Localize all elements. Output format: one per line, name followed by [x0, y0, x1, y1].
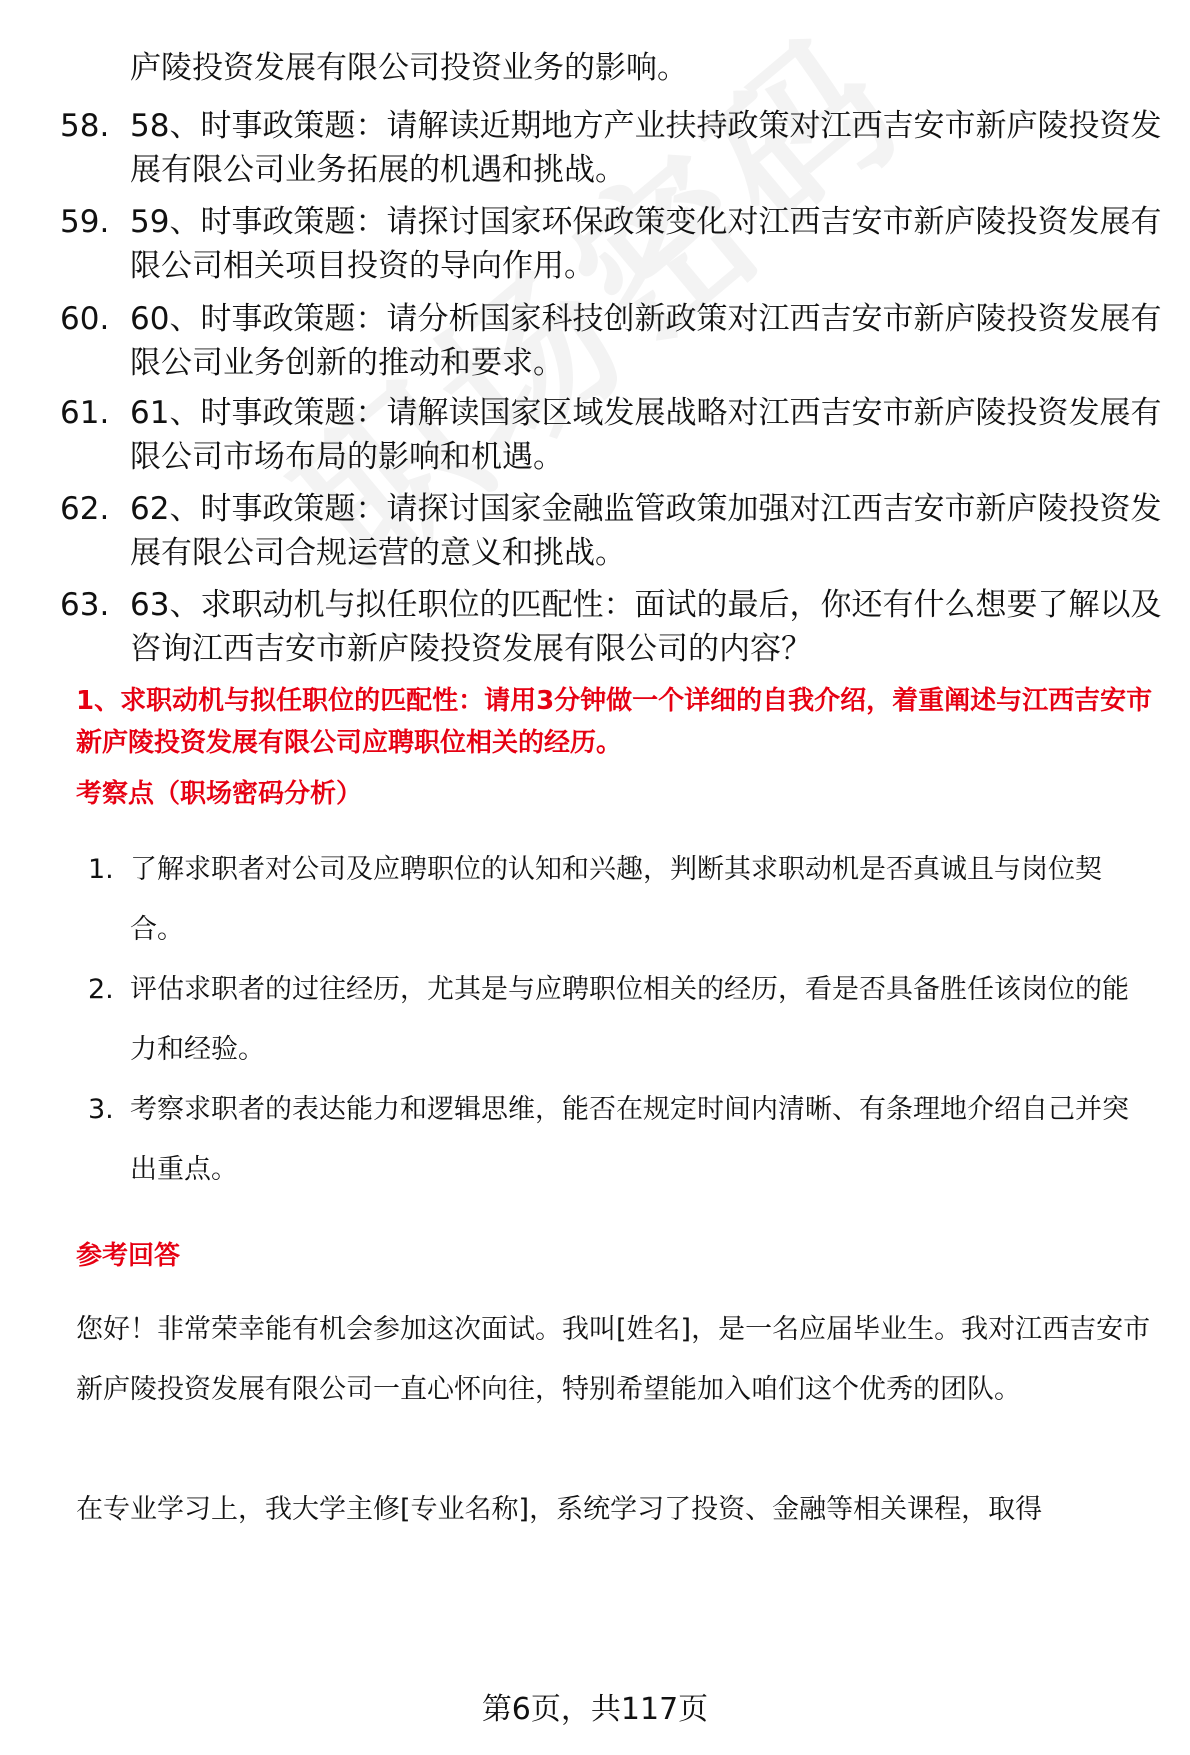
answer-paragraph: 您好！非常荣幸能有机会参加这次面试。我叫[姓名]，是一名应届毕业生。我对江西吉安市新庐陵投资发展有限公司一直心怀向往，特别希望能加入咱们这个优秀的团队。: [76, 1314, 1151, 1405]
kaochadian-text: 考察求职者的表达能力和逻辑思维，能否在规定时间内清晰、有条理地介绍自己并突出重点。: [130, 1094, 1129, 1185]
question-text: 61、时事政策题：请解读国家区域发展战略对江西吉安市新庐陵投资发展有限公司市场布局的影响和机遇。: [130, 395, 1162, 475]
kaochadian-title: 考察点（职场密码分析）: [76, 779, 363, 809]
question-text: 59、时事政策题：请探讨国家环保政策变化对江西吉安市新庐陵投资发展有限公司相关项目投资的导向作用。: [130, 204, 1162, 284]
question-number: 60.: [60, 301, 110, 337]
question-number: 58.: [60, 108, 110, 144]
question-text: 58、时事政策题：请解读近期地方产业扶持政策对江西吉安市新庐陵投资发展有限公司业务拓展的机遇和挑战。: [130, 108, 1162, 188]
reference-title: 参考回答: [76, 1241, 181, 1271]
kaochadian-text: 评估求职者的过往经历，尤其是与应聘职位相关的经历，看是否具备胜任该岗位的能力和经验。: [130, 974, 1129, 1065]
question-text: 63、求职动机与拟任职位的匹配性：面试的最后，你还有什么想要了解以及咨询江西吉安市新庐陵投资发展有限公司的内容？: [130, 587, 1162, 667]
question-number: 59.: [60, 204, 110, 240]
answer-paragraph: 在专业学习上，我大学主修[专业名称]，系统学习了投资、金融等相关课程，取得: [76, 1494, 1043, 1525]
kaochadian-number: 2.: [88, 974, 114, 1005]
kaochadian-number: 3.: [88, 1094, 114, 1125]
question-continuation-text: 庐陵投资发展有限公司投资业务的影响。: [130, 50, 688, 86]
question-text: 60、时事政策题：请分析国家科技创新政策对江西吉安市新庐陵投资发展有限公司业务创新的推动和要求。: [130, 301, 1162, 381]
question-number: 63.: [60, 587, 110, 623]
question-text: 62、时事政策题：请探讨国家金融监管政策加强对江西吉安市新庐陵投资发展有限公司合规运营的意义和挑战。: [130, 491, 1162, 571]
question-number: 61.: [60, 395, 110, 431]
kaochadian-number: 1.: [88, 854, 114, 885]
section-title: 1、求职动机与拟任职位的匹配性：请用3分钟做一个详细的自我介绍，着重阐述与江西吉安市新庐陵投资发展有限公司应聘职位相关的经历。: [76, 686, 1153, 758]
question-number: 62.: [60, 491, 110, 527]
kaochadian-text: 了解求职者对公司及应聘职位的认知和兴趣，判断其求职动机是否真诚且与岗位契合。: [130, 854, 1102, 945]
page-footer: 第6页，共117页: [481, 1692, 709, 1727]
